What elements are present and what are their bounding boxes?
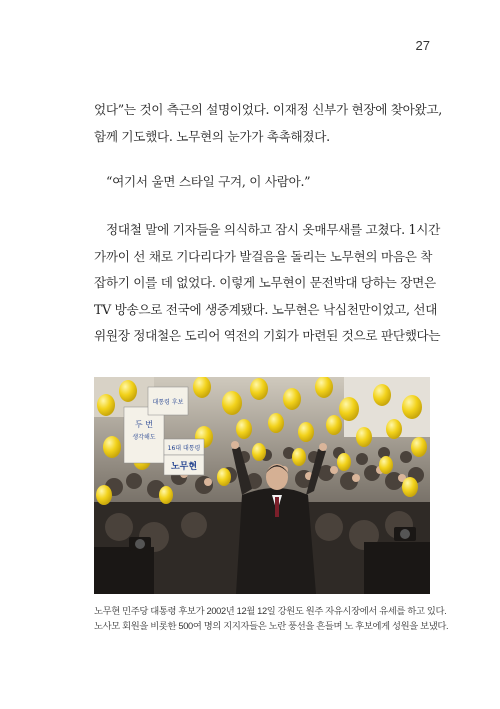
- rally-photo-illustration: [94, 377, 430, 594]
- caption-line: 노사모 회원을 비롯한 500여 명의 지지자들은 노란 풍선을 흔들며 노 후보에게 성원을 보냈다.: [94, 621, 449, 631]
- text-line: TV 방송으로 전국에 생중계됐다. 노무현은 낙심천만이었고, 선대: [94, 301, 438, 317]
- page-number: 27: [415, 38, 430, 53]
- quote-line: “여기서 울면 스타일 구겨, 이 사람아.”: [106, 174, 311, 189]
- text-line: 가까이 선 채로 기다리다가 발걸음을 돌리는 노무현의 마음은 착: [94, 248, 433, 264]
- caption-line: 노무현 민주당 대통령 후보가 2002년 12월 12일 강원도 원주 자유시장에서 유세를 하고 있다.: [94, 606, 447, 616]
- text-line: 었다”는 것이 측근의 설명이었다. 이재정 신부가 현장에 찾아왔고,: [94, 102, 442, 117]
- text-line: 함께 기도했다. 노무현의 눈가가 촉촉해졌다.: [94, 128, 330, 144]
- sign-text-3: 대통령 후보: [152, 399, 184, 406]
- text-line: 위원장 정대철은 도리어 역전의 기회가 마련된 것으로 판단했다는: [94, 328, 441, 343]
- paragraph-3: [94, 217, 441, 350]
- sign-text-5: 노무현: [170, 462, 198, 472]
- rally-photo: [94, 377, 430, 594]
- paragraph-1: [94, 97, 442, 150]
- quote-paragraph: [94, 169, 430, 196]
- text-line: 정대철 말에 기자들을 의식하고 잠시 옷매무새를 고쳤다. 1시간: [106, 222, 440, 237]
- sign-text-4: 16대 대통령: [167, 445, 201, 452]
- text-line: 잡하기 이를 데 없었다. 이렇게 노무현이 문전박대 당하는 장면은: [94, 275, 436, 290]
- photo-caption: [94, 604, 449, 634]
- sign-text-1: 두 번: [135, 420, 153, 429]
- sign-text-2: 생각해도: [132, 434, 156, 441]
